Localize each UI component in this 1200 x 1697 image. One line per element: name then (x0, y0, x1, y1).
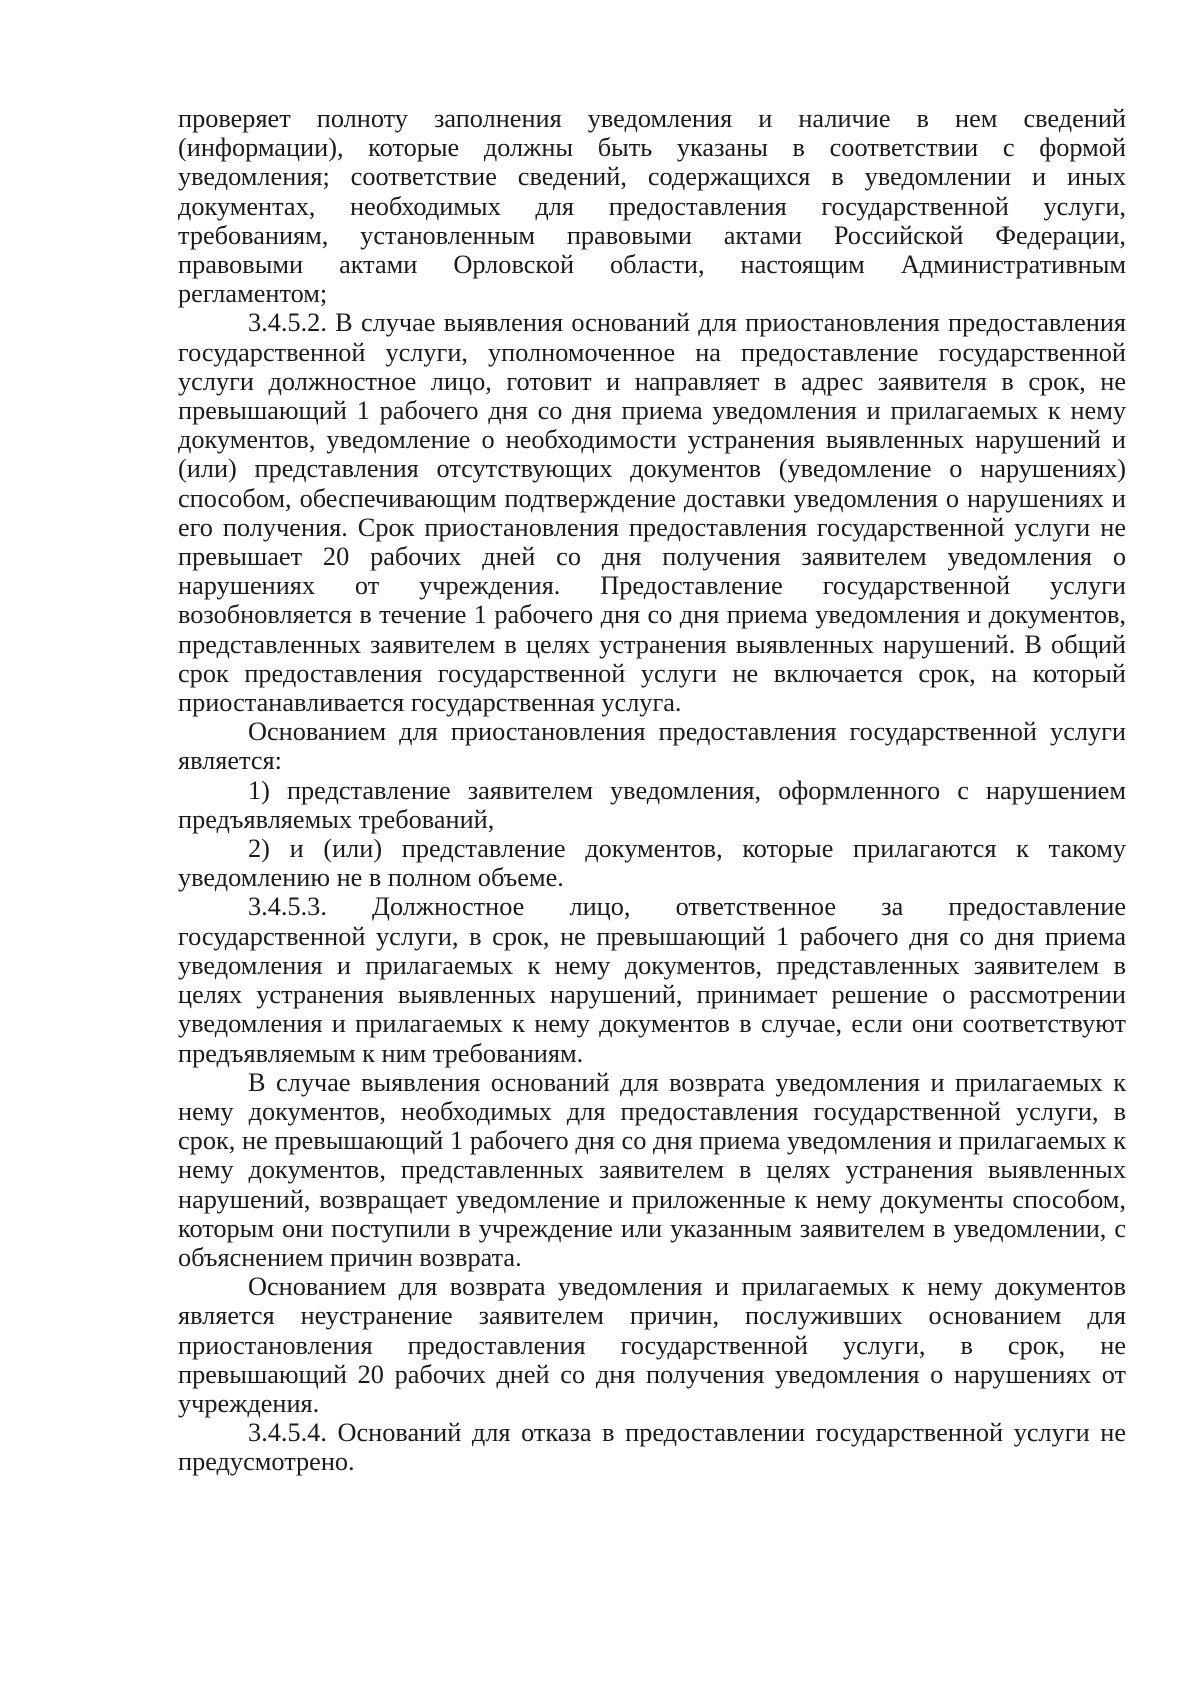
paragraph-return-grounds: Основанием для возврата уведомления и прилагаемых к нему документов является неустранение заявителем причин, послуживших основанием для приостановления предоставления государственной услуги, в срок, не превышающий 20 рабочих дней со дня получения уведомления о нарушениях от учреждения. (178, 1272, 1126, 1418)
paragraph-3-4-5-2-suspension: 3.4.5.2. В случае выявления оснований для приостановления предоставления государственной услуги, уполномоченное на предоставление государственной услуги должностное лицо, готовит и направляет в адрес заявителя в срок, не превышающий 1 рабочего дня со дня приема уведомления и прилагаемых к нему документов, уведомление о необходимости устранения выявленных нарушений и (или) представления отсутствующих документов (уведомление о нарушениях) способом, обеспечивающим подтверждение доставки уведомления о нарушениях и его получения. Срок приостановления предоставления государственной услуги не превышает 20 рабочих дней со дня получения заявителем уведомления о нарушениях от учреждения. Предоставление государственной услуги возобновляется в течение 1 рабочего дня со дня приема уведомления и документов, представленных заявителем в целях устранения выявленных нарушений. В общий срок предоставления государственной услуги не включается срок, на который приостанавливается государственная услуга. (178, 308, 1126, 718)
document-body (178, 104, 1126, 1477)
paragraph-3-4-5-3-decision: 3.4.5.3. Должностное лицо, ответственное за предоставление государственной услуги, в срок, не превышающий 1 рабочего дня со дня приема уведомления и прилагаемых к нему документов, представленных заявителем в целях устранения выявленных нарушений, принимает решение о рассмотрении уведомления и прилагаемых к нему документов в случае, если они соответствуют предъявляемым к ним требованиям. (178, 892, 1126, 1068)
paragraph-ground-item-2: 2) и (или) представление документов, которые прилагаются к такому уведомлению не в полном объеме. (178, 834, 1126, 893)
paragraph-ground-item-1: 1) представление заявителем уведомления, оформленного с нарушением предъявляемых требований, (178, 775, 1126, 834)
paragraph-return-case: В случае выявления оснований для возврата уведомления и прилагаемых к нему документов, необходимых для предоставления государственной услуги, в срок, не превышающий 1 рабочего дня со дня приема уведомления и прилагаемых к нему документов, представленных заявителем в целях устранения выявленных нарушений, возвращает уведомление и приложенные к нему документы способом, которым они поступили в учреждение или указанным заявителем в уведомлении, с объяснением причин возврата. (178, 1067, 1126, 1272)
paragraph-suspension-grounds: Основанием для приостановления предоставления государственной услуги является: (178, 717, 1126, 776)
paragraph-checks-notification: проверяет полноту заполнения уведомления и наличие в нем сведений (информации), которые должны быть указаны в соответствии с формой уведомления; соответствие сведений, содержащихся в уведомлении и иных документах, необходимых для предоставления государственной услуги, требованиям, установленным правовыми актами Российской Федерации, правовыми актами Орловской области, настоящим Административным регламентом; (178, 104, 1126, 309)
paragraph-3-4-5-4-no-refusal: 3.4.5.4. Оснований для отказа в предоставлении государственной услуги не предусмотрено. (178, 1418, 1126, 1477)
